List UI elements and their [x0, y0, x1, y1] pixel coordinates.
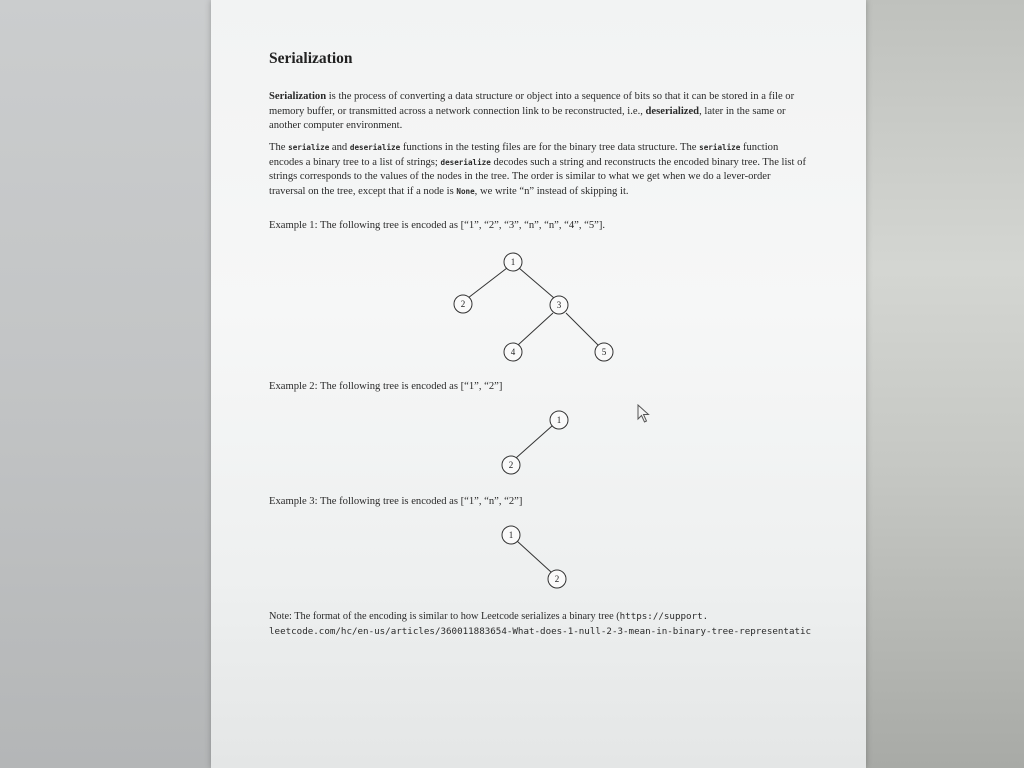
term-serialization: Serialization [269, 91, 327, 102]
code-none: None [456, 186, 475, 196]
document-page [211, 0, 866, 768]
tree-diagrams [211, 0, 866, 768]
tree-node [504, 343, 522, 361]
tree-edge [468, 268, 507, 298]
tree-edge [519, 268, 554, 298]
code-deserialize: deserialize [349, 143, 401, 152]
paragraph-text: functions in the testing files are for the binary tree data structure. The [400, 142, 700, 153]
tree-example-2 [502, 411, 568, 474]
tree-edge [566, 313, 598, 345]
node-label: 5 [601, 347, 607, 357]
tree-node [502, 456, 520, 474]
tree-edge [517, 541, 551, 572]
node-label: 2 [508, 460, 514, 470]
tree-node [454, 295, 472, 313]
tree-node [502, 526, 520, 544]
background-left [0, 0, 211, 768]
tree-node [504, 253, 522, 271]
note-url-end: leetcode.com/hc/en-us/articles/360011883654-What-does-1-null-2-3-mean-in-binary-tree-representatic [269, 626, 812, 637]
tree-edge [518, 313, 553, 345]
term-deserialized: deserialized [645, 105, 700, 117]
paragraph-text: decodes such a string and reconstructs the encoded binary tree. The list of strings corresponds to the values of the nodes in the tree. The order is similar to what we get when we do a lever-order traversal on the tree, except that if a node is [269, 156, 806, 197]
paragraph-text: and [329, 142, 350, 153]
tree-node [550, 411, 568, 429]
node-label: 2 [460, 299, 466, 309]
note-url-start: https://support. [619, 611, 709, 622]
paragraph-text: , later in the same or another computer environment. [269, 105, 786, 132]
example-2-caption: Example 2: The following tree is encoded as [“1”, “2”] [269, 381, 503, 392]
note-text: Note: The format of the encoding is similar to how Leetcode serializes a binary tree ( [269, 611, 620, 622]
code-serialize: serialize [288, 143, 330, 152]
paragraph-text: The [269, 142, 289, 153]
node-label: 4 [510, 347, 516, 357]
node-label: 1 [508, 530, 514, 540]
tree-node [548, 570, 566, 588]
tree-example-3 [502, 526, 566, 588]
example-1-caption: Example 1: The following tree is encoded as [“1”, “2”, “3”, “n”, “n”, “4”, “5”]. [269, 220, 606, 231]
tree-node [550, 296, 568, 314]
tree-example-1 [454, 253, 613, 361]
section-title: Serialization [269, 50, 353, 67]
code-serialize: serialize [699, 143, 741, 152]
paragraph-text: function encodes a binary tree to a list of strings; [269, 142, 779, 168]
node-label: 3 [556, 300, 562, 310]
paragraph-text: is the process of converting a data structure or object into a sequence of bits so that it can be stored in a file or memory buffer, or transmitted across a network connection link to be reconstructed, i.e., [269, 91, 795, 117]
background-right [866, 0, 1024, 768]
paragraph-text: , we write “n” instead of skipping it. [474, 185, 629, 197]
node-label: 2 [554, 574, 560, 584]
code-deserialize: deserialize [440, 157, 491, 167]
node-label: 1 [510, 257, 516, 267]
tree-edge [516, 426, 552, 458]
example-3-caption: Example 3: The following tree is encoded as [“1”, “n”, “2”] [269, 496, 523, 507]
mouse-pointer-icon [637, 404, 653, 424]
node-label: 1 [556, 415, 562, 425]
tree-node [595, 343, 613, 361]
